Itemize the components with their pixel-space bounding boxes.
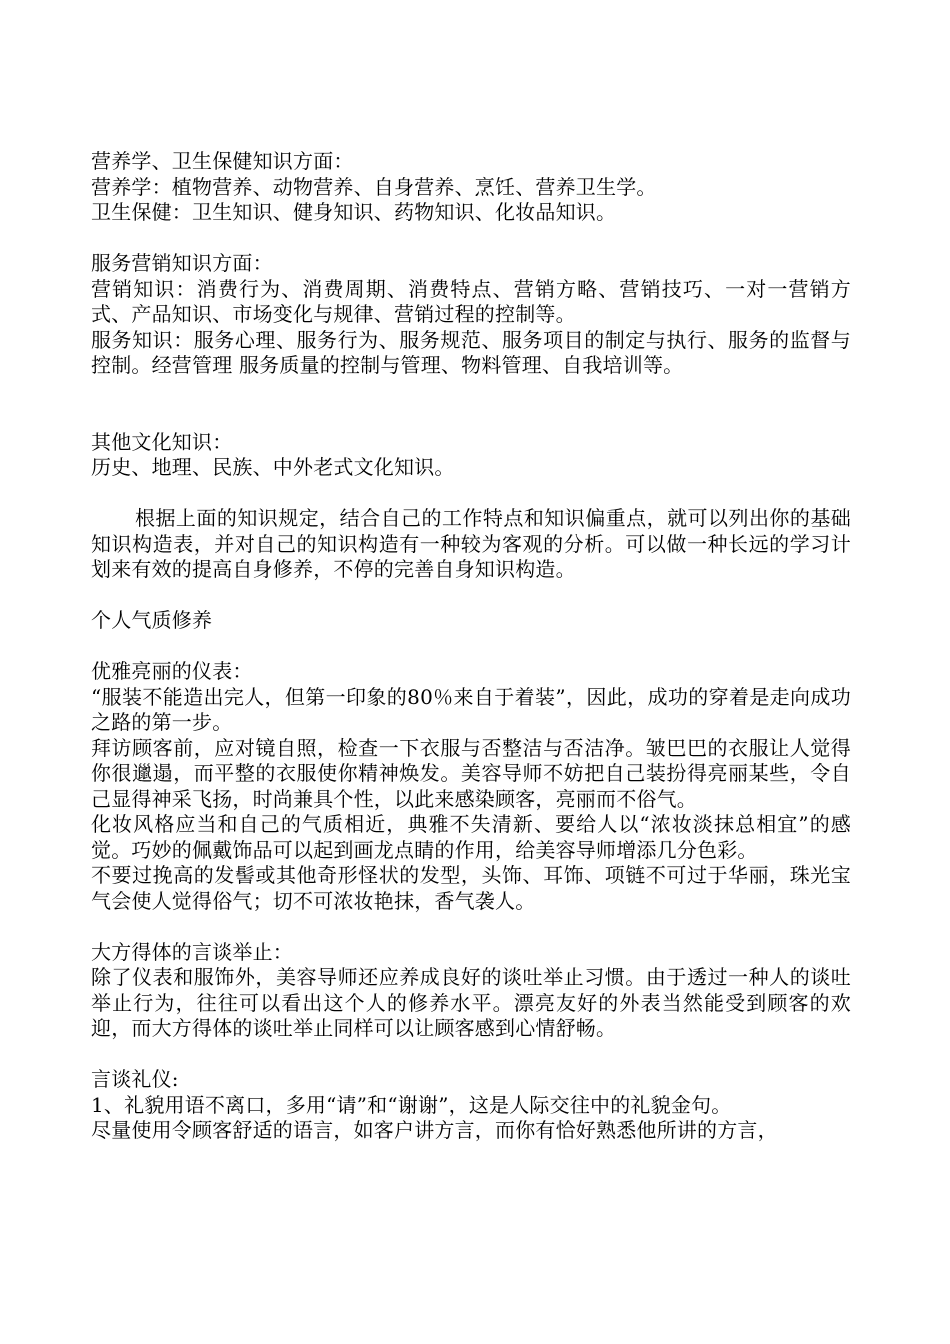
other-line: 历史、地理、民族、中外老式文化知识。 xyxy=(91,455,455,479)
summary-paragraph: 根据上面的知识规定，结合自己的工作特点和知识偏重点，就可以列出你的基础知识构造表，并对自己的知识构造有一种较为客观的分析。可以做一种长远的学习计划来有效的提高自身修养，不停的完善自身知识构造。 xyxy=(91,506,851,581)
appearance-visit: 拜访顾客前，应对镜自照，检查一下衣服与否整洁与否洁净。皱巴巴的衣服让人觉得你很邋遢，而平整的衣服使你精神焕发。美容导师不妨把自己装扮得亮丽某些，令自己显得神采飞扬，时尚兼具个性，以此来感染顾客，亮丽而不俗气。 xyxy=(91,735,851,811)
spacer xyxy=(91,481,851,507)
spacer xyxy=(91,379,851,430)
spacer xyxy=(91,1042,851,1068)
etiquette-heading: 言谈礼仪: xyxy=(91,1067,179,1091)
spacer xyxy=(91,226,851,252)
etiquette-item-1-continued: 尽量使用令顾客舒适的语言，如客户讲方言，而你有恰好熟悉他所讲的方言， xyxy=(91,1118,778,1142)
spacer xyxy=(91,914,851,940)
other-heading: 其他文化知识： xyxy=(91,429,233,454)
document-body xyxy=(91,149,851,1144)
temperament-heading: 个人气质修养 xyxy=(91,608,213,632)
manner-heading: 大方得体的言谈举止： xyxy=(91,939,293,964)
nutrition-heading: 营养学、卫生保健知识方面： xyxy=(91,149,354,173)
service-heading: 服务营销知识方面： xyxy=(91,251,273,275)
service-line: 服务知识：服务心理、服务行为、服务规范、服务项目的制定与执行、服务的监督与控制。经营管理 服务质量的控制与管理、物料管理、自我培训等。 xyxy=(91,327,851,377)
appearance-makeup: 化妆风格应当和自己的气质相近，典雅不失清新、要给人以“浓妆淡抹总相宜”的感觉。巧妙的佩戴饰品可以起到画龙点睛的作用，给美容导师增添几分色彩。 xyxy=(91,812,851,862)
marketing-line: 营销知识：消费行为、消费周期、消费特点、营销方略、营销技巧、一对一营销方式、产品知识、市场变化与规律、营销过程的控制等。 xyxy=(91,276,851,326)
spacer xyxy=(91,634,851,660)
appearance-heading: 优雅亮丽的仪表： xyxy=(91,659,253,683)
appearance-avoid: 不要过挽高的发髻或其他奇形怪状的发型，头饰、耳饰、项链不可过于华丽，珠光宝气会使人觉得俗气；切不可浓妆艳抹，香气袭人。 xyxy=(91,863,851,913)
spacer xyxy=(91,583,851,609)
etiquette-item-1: 1、礼貌用语不离口，多用“请”和“谢谢”，这是人际交往中的礼貌金句。 xyxy=(91,1092,732,1117)
nutrition-line: 营养学：植物营养、动物营养、自身营养、烹饪、营养卫生学。 xyxy=(91,174,657,199)
health-line: 卫生保健：卫生知识、健身知识、药物知识、化妆品知识。 xyxy=(91,200,617,224)
appearance-quote: “服装不能造出完人，但第一印象的80％来自于着装”，因此，成功的穿着是走向成功之路的第一步。 xyxy=(91,684,851,734)
manner-paragraph: 除了仪表和服饰外，美容导师还应养成良好的谈吐举止习惯。由于透过一种人的谈吐举止行为，往往可以看出这个人的修养水平。漂亮友好的外表当然能受到顾客的欢迎，而大方得体的谈吐举止同样可以让顾客感到心情舒畅。 xyxy=(91,965,851,1040)
